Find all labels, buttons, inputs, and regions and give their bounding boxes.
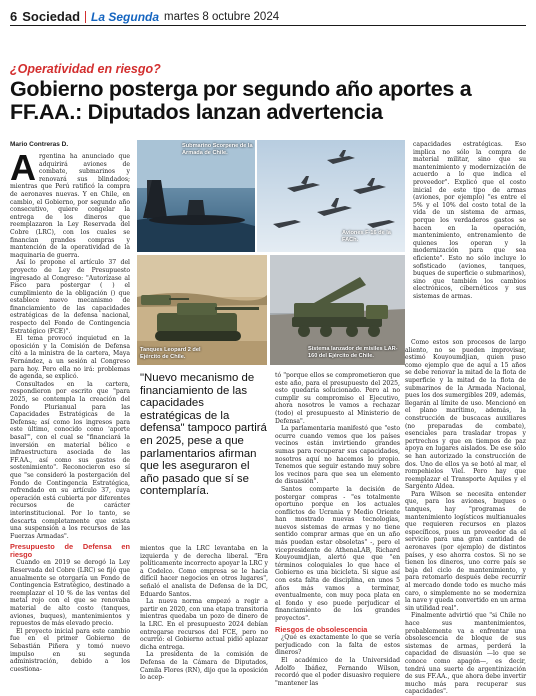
col1b-para-0: Cuando en 2019 se derogó la Ley Reservada del Cobre (LRC) se fijó que anualmente se otorgaría un Fondo de Contingencia Estratégico, destinado a reemplazar el 10 % de las ventas del metal rojo con el que se renovaba material de alto costo (tanques, aviones, buques), mantenimientos y repuestos de más elevado precio. — [10, 559, 130, 628]
page-number: 6 — [10, 9, 18, 24]
col1-para-1: Así lo propone el artículo 37 del proyecto de Ley de Presupuesto ingresado al Congreso: "Autorízase al Fisco para postergar ( ) el cumplimiento de la obligación () que establece nuevo mecanismo de financiamiento de las capacidades estratégicas de la defensa nacional, respecto del Fondo de Contingencia Estratégico (FCE)". — [10, 259, 130, 335]
subhead-obsolescencia: Riesgos de obsolescencia — [275, 624, 368, 634]
col3-para-2: Santos comparte la decisión de postergar compras - "es totalmente oportuno porque en los actuales conflictos de Ucrania y Medio Oriente han mostrado nuevas tecnologías, nuevos sistemas de armas y no tiene sentido comprar armas que en un año más puedan estar obsoletas" -, pero el vicepresidente de AthenaLAB, Richard Kouyoumdjian, alertó que que "en términos coloquiales lo que hace el Gobierno es una bicicleta. Si sigue así con esta falta de disciplina, en unos 5 años más vamos a terminar, eventualmente, con muy poca plata en el fondo y eso puede perjudicar el financiamiento de los grandes proyectos". — [275, 485, 400, 622]
col3b-para-1: El académico de la Universidad Adolfo Ibáñez, Fernando Wilson, recordó que el poder disuasivo requiere "mantener las — [275, 656, 400, 687]
article-column-2 — [140, 545, 268, 682]
col1-para-0: rgentina ha anunciado que adquirirá aviones de combate, submarinos y renovará sus blindados; mientras que Perú ratificó la compra de aeronaves nuevas. Y en Chile, en cambio, el Gobierno, por segundo año consecutivo, quiere congelar la entrega de los dineros que reemplazaron la Ley Reservada del Cobre (LRC), con los cuales se financian grandes compras y mantención de la operatividad de la maquinaria de guerra. — [10, 153, 130, 259]
submarine-caption: Submarino Scorpene de la Armada de Chile. — [182, 143, 253, 156]
col3-para-0: tó "porque ellos se comprometieron que este año, para el presupuesto del 2025, esto quedaría solucionado. Pero al no cumplir su compromiso el Ejecutivo, ahora nosotros le vamos a rechazar (todo) el presupuesto al Ministerio de Defensa". — [275, 372, 400, 425]
article-column-1 — [10, 147, 130, 673]
col2-para-2: La presidenta de la comisión de Defensa de la Cámara de Diputados, Camila Flores (RN), dijo que la oposición lo acep- — [140, 651, 268, 682]
col4-para-1: Para Wilson se necesita entender que, para los aviones, buques o tanques, hay "programas de mantenimiento logísticos multianuales que requieren recursos en plazos específicos, pues un proveedor da el servicio para una gran cantidad de aeronaves (por ejemplo) de distintos países, y eso ahorra costos. Si no se tienen los dineros, uno corre país se baja del ciclo de mantenimiento, y para retomarlo después debe recurrir al mercado donde todo es mucho más caro, o simplemente no se moderniza la nave y queda convertido en un arma sin utilidad real". — [405, 490, 526, 612]
col3b-para-0: ¿Qué es exactamente lo que se vería perjudicado con la falta de estos dineros? — [275, 634, 400, 657]
jets-caption: Aviones F-16 de la FACh. — [342, 230, 391, 243]
newspaper-name: La Segunda — [91, 9, 160, 24]
drop-cap: A — [10, 147, 36, 188]
section-name: Sociedad — [22, 9, 81, 24]
article-column-3 — [275, 372, 400, 687]
col1b-para-1: El proyecto inicial para este cambio fue en el primer Gobierno de Sebastián Piñera y tomó nuevo impulso en su segunda administración, debido a los cuestiona- — [10, 627, 130, 673]
article-headline: Gobierno posterga por segundo año aportes a FF.AA.: Diputados lanzan advertencia — [10, 77, 472, 124]
submarine-photo — [137, 140, 255, 252]
tanks-caption: Tanques Leopard 2 del Ejército de Chile. — [140, 347, 201, 360]
col3-para-1: La parlamentaria manifestó que "esto ocurre cuando vemos que los países vecinos están invirtiendo grandes sumas para recuperar sus capacidades, nosotros aquí no hacemos lo propio. Tenemos que seguir estando muy sobre los vecinos para que sea un elemento de disuasión". — [275, 425, 400, 486]
col4-para-2: Finalmente advirtió que "si Chile no hace sus mantenimientos, probablemente va a enfrentar una obsolescencia de bloque de sus sistemas de armas, perderá la capacidad de disuasión —lo que se conoce como apagón—, es decir, tendrá una suerte de argentinización de sus FF.AA., que ahora debe invertir mucho más para recuperar sus capacidades". — [405, 612, 526, 696]
page-header — [10, 8, 526, 26]
issue-date: martes 8 octubre 2024 — [164, 10, 280, 23]
col1-para-3: Consultados en la cartera, respondieron por escrito que "para 2025, se contempla la creación del Fondo Plurianual para las Capacidades Estratégicas de la Defensa; así como los ingresos para este último, conocido como 'aporte basal'", con el cual se "financiará la inversión en material bélico e infraestructura asociada de las FF.AA., así como sus gastos de sostenimiento". Reconocieron eso sí que "se consideró la postergación del Fondo de Contingencia Estratégica, refrendado en su artículo 37, cuya operación está cubierta por diferentes recursos de carácter interinstitucional. Por lo tanto, se descarta completamente que exista una suspensión a los recursos de las Fuerzas Armadas". — [10, 380, 130, 540]
col2-para-1: La nueva norma empezó a regir a partir en 2020, con una etapa transitoria mientras quedaba un pozo de dinero de la LRC. En el presupuesto 2024 debían entregarse recursos del FCE, pero no ocurrió: el Gobierno actual pidió aplazar dicha entrega. — [140, 598, 268, 651]
col4-para-0: Como estos son procesos de largo aliento, no se pueden improvisar, estimó Kouyoumdjian, quien puso como ejemplo que de aquí a 15 años se debe renovar la mitad de la flota de superficie y la mitad de la flota de submarinos de la Armada Nacional, pues los dos sumergibles 209, además, llegarán al límite de uso. Mencionó en el plano marítimo, además, la construcción de buscacas auxiliares (no preparadas de combate), esenciales para trasladar tropas y pertrechos y que en tiempos de paz apoya en lugares aislados. De ese sólo se han autorizado la construcción de dos. Uno de ellos ya se botó al mar, el rompehielos Viel. Pero hay que reemplazar el Transporte Aquiles y el Sargento Aldea. — [405, 339, 526, 491]
subhead-presupuesto: Presupuesto de Defensa en riesgo — [10, 542, 130, 559]
pull-quote: "Nuevo mecanismo de financiamiento de las capacidades estratégicas de la defensa" tampoco partirá en 2025, pese a que parlamentarios afirman que les aseguraron el año pasado que sí se contemplaría. — [140, 372, 267, 498]
article-byline: Mario Contreras D. — [10, 141, 69, 148]
header-separator — [85, 11, 86, 23]
article-kicker: ¿Operatividad en riesgo? — [10, 62, 161, 76]
rocket-launcher-caption: Sistema lanzador de misiles LAR-160 del Ejército de Chile. — [308, 346, 398, 359]
article-column-4-top — [413, 141, 526, 339]
article-column-4 — [405, 339, 526, 696]
col1-para-2: El tema provocó inquietud en la oposición y la Comisión de Defensa citó a la ministra de la cartera, Maya Fernández, a un sesión al Congreso para hoy. Pero ella no irá: problemas de agenda, se explicó. — [10, 335, 130, 381]
col4top-para-0: capacidades estratégicas. Eso implica no sólo la compra de material militar, sino que su mantenimiento y modernización de acuerdo a lo que indica el proveedor". Explicó que el costo inicial de este tipo de armas (aviones, por ejemplo) "es entre el 5% y el 10% del costo total de la vida de un sistema de armas, porque los verdaderos gastos se hacen en la operación, mantenimiento, entrenamiento de quienes los operan y la modernización para que sea eficiente". Esto no sólo incluye lo sofisticado (aviones, tanques, buques de superficie o submarinos), sino que también los cambios electrónicos, cibernéticos y sus sistemas de armas. — [413, 141, 526, 300]
col2-para-0: mientos que la LRC levantaba en la izquierda y de derecha liberal. "Era políticamente incorrecto apoyar la LRC y a Codelco. Como empresa se le hacía difícil hacer negocios en otros lugares", señaló el analista de Defensa de la DC, Eduardo Santos. — [140, 545, 268, 598]
